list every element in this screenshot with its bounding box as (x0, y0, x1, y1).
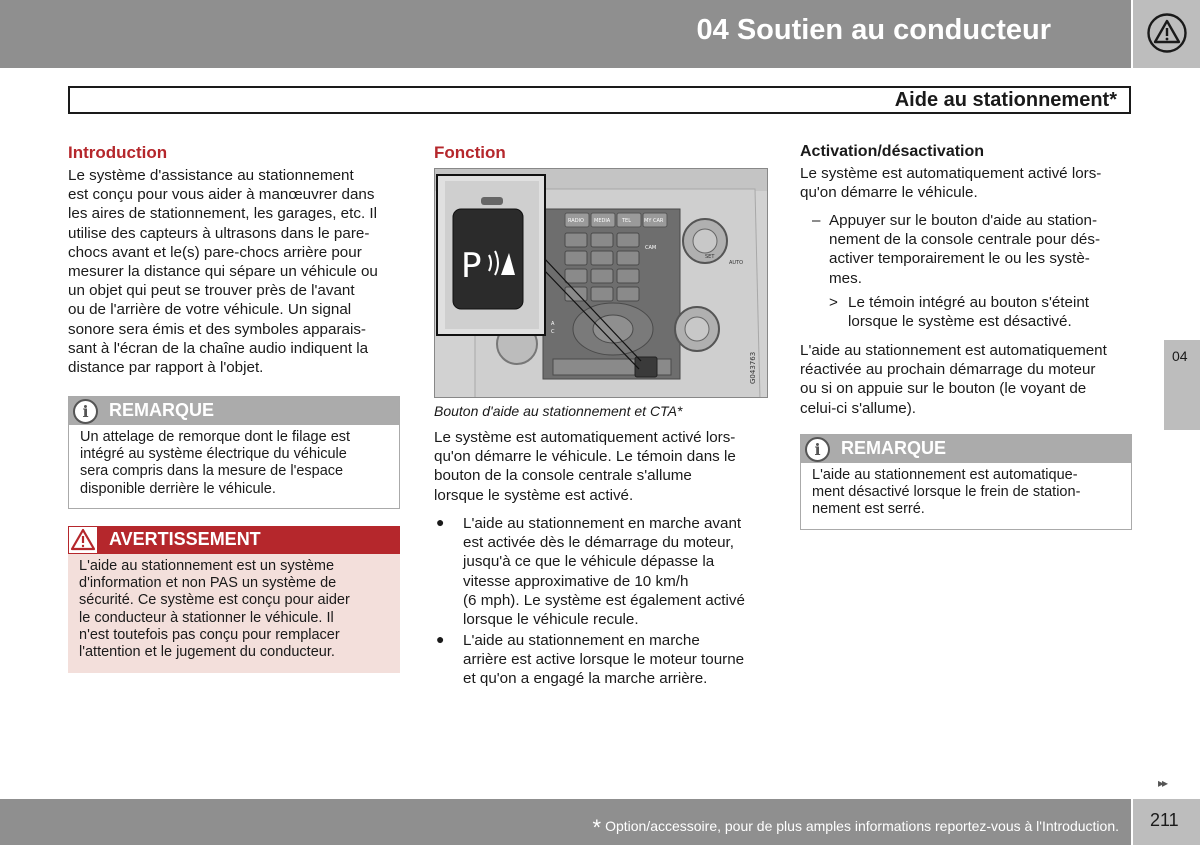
note-box-trailer (68, 396, 400, 509)
introduction-heading: Introduction (68, 143, 168, 162)
warning-triangle-icon (1147, 13, 1187, 53)
figure-caption: Bouton d'aide au stationnement et CTA* (434, 403, 683, 419)
console-label: SET (705, 254, 715, 260)
warning-header (68, 526, 400, 554)
console-label: C (551, 329, 555, 335)
warning-icon-box (68, 526, 98, 554)
bullet-icon: ● (436, 514, 445, 530)
note-box-parking-brake (800, 434, 1132, 530)
section-header (68, 86, 1131, 114)
function-heading: Fonction (434, 143, 506, 162)
side-tab-label: 04 (1172, 348, 1188, 364)
chapter-title: 04 Soutien au conducteur (696, 14, 1051, 46)
warning-text: L'aide au stationnement est un système d'information et non PAS un système de sécurité. Ce système est conçu pour aider le conducteur à stationner le véhicule. Il n'est toutefois pas conçu pour remplacer l'attention et le jugement du conducteur. (79, 558, 350, 661)
step-text: Appuyer sur le bouton d'aide au station- nement de la console centrale pour dés- activer temporairement le ou les systè- mes. (829, 212, 1101, 287)
console-label: TEL (622, 218, 631, 224)
result-text: Le témoin intégré au bouton s'éteint lorsque le système est désactivé. (848, 294, 1090, 331)
console-label: MY CAR (644, 218, 664, 224)
page-number-box (1133, 799, 1200, 845)
chapter-side-tab[interactable] (1164, 340, 1200, 430)
warning-title: AVERTISSEMENT (109, 529, 261, 549)
next-page-icon: ▸▸ (1158, 776, 1167, 790)
chapter-header (0, 0, 1131, 68)
info-icon: i (805, 437, 830, 462)
console-label: RADIO (568, 218, 584, 224)
console-label: AUTO (729, 260, 744, 266)
footer-note: * Option/accessoire, pour de plus amples informations reportez-vous à l'Introduction. (592, 815, 1119, 840)
warning-box (68, 526, 400, 673)
info-icon: i (73, 399, 98, 424)
parking-button-letter: P (461, 246, 482, 286)
bullet-icon: ● (436, 631, 445, 647)
note-title: REMARQUE (109, 400, 215, 420)
image-code: G043763 (749, 351, 757, 384)
activation-heading: Activation/désactivation (800, 143, 985, 160)
footer (0, 799, 1131, 845)
reactivation-text: L'aide au stationnement est automatiquement réactivée au prochain démarrage du moteur ou si on appuie sur le bouton (le voyant de celui-ci s'allume). (800, 342, 1107, 417)
warning-icon (69, 527, 97, 553)
note-title: REMARQUE (841, 438, 947, 458)
note-text: Un attelage de remorque dont le filage est intégré au système électrique du véhicule sera compris dans la mesure de l'espace disponible derrière le véhicule. (80, 429, 351, 497)
note-header (69, 397, 399, 425)
introduction-text: Le système d'assistance au stationnement est conçu pour vous aider à manœuvrer dans les aires de stationnement, les garages, etc. Il utilise des capteurs à ultrasons dans le pare- chocs avant et le(s) pare-chocs arrière pour mesurer la distance qui sépare un véhicule ou un objet qui peut se trouver près de l'avant ou de l'arrière de votre véhicule. Un signal sonore sera émis et des symboles apparais- sant à l'écran de la chaîne audio indiquent la distance par rapport à l'objet. (68, 167, 378, 377)
bullet-item: L'aide au stationnement en marche arrière est active lorsque le moteur tourne et qu'on a engagé la marche arrière. (463, 632, 745, 688)
console-label: A (551, 321, 555, 327)
step-marker: – (812, 212, 821, 229)
note-header (801, 435, 1131, 463)
note-text: L'aide au stationnement est automatique- ment désactivé lorsque le frein de station- nement est serré. (812, 467, 1081, 518)
parking-button-figure (434, 168, 768, 398)
section-title: Aide au stationnement* (894, 89, 1117, 111)
console-label: CAM (645, 245, 657, 251)
function-text: Le système est automatiquement activé lors- qu'on démarre le véhicule. Le témoin dans le bouton de la console centrale s'allume lorsque le système est activé. (434, 429, 736, 504)
result-marker: > (829, 294, 838, 311)
activation-text: Le système est automatiquement activé lors- qu'on démarre le véhicule. (800, 165, 1102, 202)
page-number: 211 (1150, 810, 1179, 830)
bullet-item: L'aide au stationnement en marche avant est activée dès le démarrage du moteur, jusqu'à ce que le véhicule dépasse la vitesse approximative de 10 km/h (6 mph). Le système est également activé lorsque le véhicule recule. (463, 515, 745, 629)
console-label: MEDIA (594, 218, 611, 224)
footer-star: * (592, 815, 602, 840)
center-console-illustration (435, 169, 768, 398)
chapter-icon-box (1133, 0, 1200, 68)
